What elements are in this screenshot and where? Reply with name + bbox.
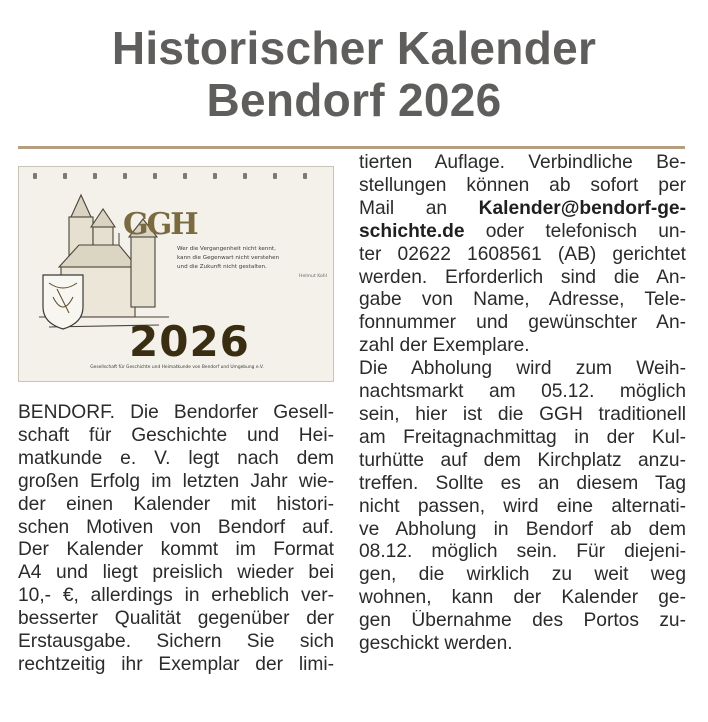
quote-line-2: kann die Gegenwart nicht verstehen	[177, 255, 280, 261]
calendar-year: 2026	[129, 317, 250, 366]
article-headline	[0, 22, 708, 126]
article-line: treffen. Sollte es an diesem Tag	[359, 472, 686, 494]
headline-line-2: Bendorf 2026	[206, 74, 502, 126]
article-column-right	[359, 152, 686, 656]
article-line: schen Motiven von Bendorf auf.	[18, 516, 334, 538]
article-line: ve Abholung in Bendorf ab dem	[359, 518, 686, 540]
mail-prefix: Mail an	[359, 197, 448, 219]
quote-line-3: und die Zukunft nicht gestalten.	[177, 264, 267, 270]
article-line: fonnummer und gewünschter An-	[359, 312, 686, 334]
calendar-cover-image	[18, 166, 334, 382]
email-link[interactable]: Kalender@bendorf-ge-	[478, 197, 686, 219]
article-line: tierten Auflage. Verbindliche Be-	[359, 152, 686, 173]
article-line: 10,- €, allerdings in erheblich ver-	[18, 585, 334, 607]
article-line: zahl der Exemplare.	[359, 335, 530, 357]
quote-source: Helmut Kohl	[299, 274, 327, 279]
headline-divider	[18, 146, 685, 149]
article-line: gen, die wirklich zu weit weg	[359, 564, 686, 586]
article-line: gen Übernahme des Portos zu-	[359, 610, 686, 632]
article-line: schaft für Geschichte und Hei-	[18, 424, 334, 446]
article-line: turhütte auf dem Kirchplatz anzu-	[359, 449, 686, 471]
calendar-quote	[177, 245, 327, 281]
quote-line-1: Wer die Vergangenheit nicht kennt,	[177, 246, 276, 252]
article-line	[359, 221, 686, 244]
article-line: großen Erfolg im letzten Jahr wie-	[18, 470, 334, 492]
article-line: wohnen, kann der Kalender ge-	[359, 587, 686, 609]
phone-prefix: oder telefonisch un-	[485, 220, 686, 242]
article-line: BENDORF. Die Bendorfer Gesell-	[18, 402, 334, 423]
article-line: 08.12. möglich sein. Für diejeni-	[359, 541, 686, 563]
email-link-continued[interactable]: schichte.de	[359, 220, 465, 242]
article-column-left	[18, 402, 334, 677]
article-line: rechtzeitig ihr Exemplar der limi-	[18, 653, 334, 675]
article-line: nicht passen, wird eine alternati-	[359, 495, 686, 517]
article-line: Der Kalender kommt im Format	[18, 539, 334, 561]
calendar-footer: Gesellschaft für Geschichte und Heimatkunde von Bendorf und Umgebung e.V.	[90, 365, 264, 370]
article-line: Erstausgabe. Sichern Sie sich	[18, 631, 334, 653]
article-line: gabe von Name, Adresse, Tele-	[359, 289, 686, 311]
article-line: am Freitagnachmittag in der Kul-	[359, 426, 686, 448]
article-line: der einen Kalender mit histori-	[18, 493, 334, 515]
article-line: ter 02622 1608561 (AB) gerichtet	[359, 243, 686, 265]
article-line: werden. Erforderlich sind die An-	[359, 266, 686, 288]
article-line: nachtsmarkt am 05.12. möglich	[359, 381, 686, 403]
ggh-logo: GGH	[123, 207, 197, 242]
article-line: A4 und liegt preislich wieder bei	[18, 562, 334, 584]
article-line: Die Abholung wird zum Weih-	[359, 358, 686, 380]
headline-line-1: Historischer Kalender	[111, 22, 597, 74]
article-line: geschickt werden.	[359, 633, 513, 655]
article-line: matkunde e. V. legt nach dem	[18, 447, 334, 469]
article-line: stellungen können ab sofort per	[359, 174, 686, 196]
article-line: sein, hier ist die GGH traditionell	[359, 403, 686, 425]
article-line: besserter Qualität gegenüber der	[18, 608, 334, 630]
article-line	[359, 198, 686, 221]
